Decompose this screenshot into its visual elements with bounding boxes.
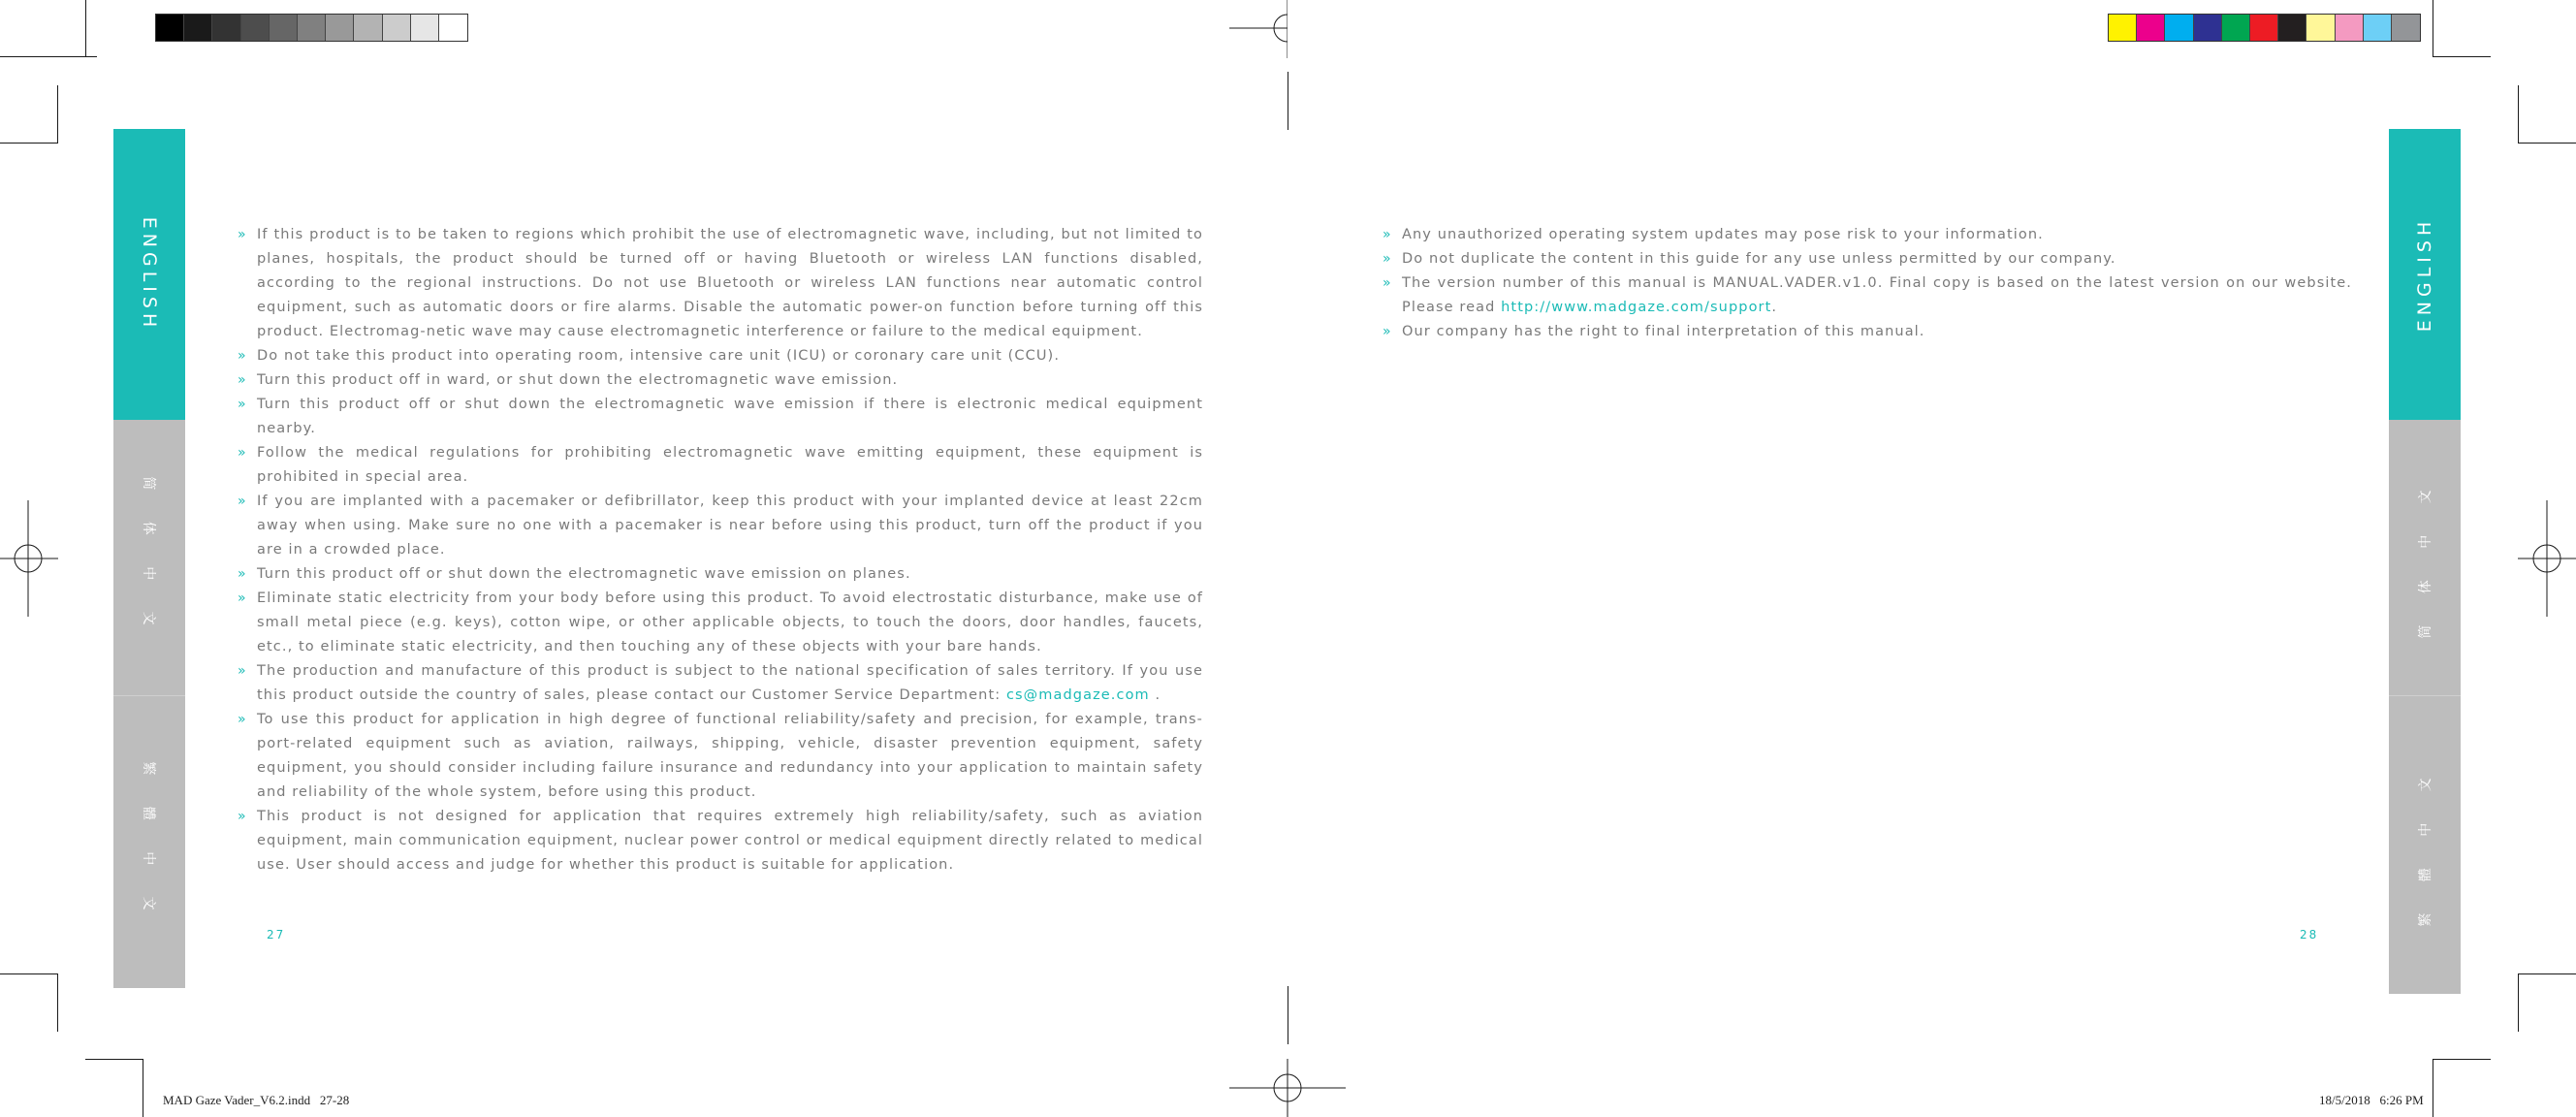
bullet-text: Turn this product off or shut down the electromagnetic wave emission on planes. (257, 566, 911, 582)
color-swatch (2165, 15, 2193, 41)
color-swatch (2194, 15, 2222, 41)
tab-english-left (113, 129, 185, 420)
bullet-link[interactable]: http://www.madgaze.com/support (1501, 300, 1772, 315)
tab-traditional-chinese-right (2389, 696, 2461, 994)
crop-mark (2433, 56, 2491, 57)
tab-simplified-chinese-right (2389, 420, 2461, 696)
color-swatch (2222, 15, 2250, 41)
tab-traditional-chinese-label: 繁 體 中 文 (2418, 763, 2433, 927)
color-swatch (383, 15, 411, 41)
color-swatch (2364, 15, 2392, 41)
bullet-item (238, 562, 1203, 587)
tab-english-right (2389, 129, 2461, 420)
tab-simplified-chinese-label: 简 体 中 文 (2418, 476, 2433, 639)
tab-simplified-chinese-left (113, 420, 185, 696)
bullet-text: The version number of this manual is MANUAL.VADER.v1.0. Final copy is based on the latest version on our website. Please read (1402, 275, 2352, 315)
grayscale-swatch-strip (155, 14, 468, 42)
bullet-text: To use this product for application in high degree of functional reliability/safety and precision, for example, trans-port-related equipment such as aviation, railways, shipping, vehicle, disaster prevention equipment, safety equipment, you should consider including failure insurance and redundancy into your application to maintain safety and reliability of the whole system, before using this product. (257, 712, 1203, 800)
bullet-item (238, 490, 1203, 562)
bullet-item (238, 708, 1203, 805)
bullet-text: Turn this product off or shut down the electromagnetic wave emission if there is electronic medical equipment nearby. (257, 397, 1203, 436)
bullet-item (1383, 223, 2352, 247)
bullet-item (238, 587, 1203, 659)
bullet-item (1383, 271, 2352, 320)
left-page-bullet-list (238, 223, 1203, 878)
crop-mark (2518, 973, 2519, 1032)
color-swatch (2278, 15, 2306, 41)
bullet-text: The production and manufacture of this product is subject to the national specification of sales territory. If you use this product outside the country of sales, please contact our Customer Service Department: (257, 663, 1203, 703)
crop-mark (0, 56, 97, 57)
page-number-left: 27 (267, 928, 286, 941)
color-swatch (2306, 15, 2335, 41)
bullet-item (238, 441, 1203, 490)
crop-mark (0, 973, 58, 974)
bullet-item (238, 659, 1203, 708)
bullet-text: Any unauthorized operating system updates may pose risk to your information. (1402, 227, 2044, 242)
color-swatch (2336, 15, 2364, 41)
bullet-text-tail: . (1771, 300, 1778, 315)
bullet-item (238, 344, 1203, 368)
bullet-text: This product is not designed for application that requires extremely high reliability/safety, such as aviation equipment, main communication equipment, nuclear power control or medical equipment directly related to medical use. User should access and judge for whether this product is suitable for application. (257, 809, 1203, 873)
registration-mark-icon (1229, 0, 1288, 58)
bullet-item (1383, 320, 2352, 344)
page-number-right: 28 (2300, 928, 2319, 941)
color-swatch (2137, 15, 2165, 41)
color-swatch (184, 15, 212, 41)
color-swatch (298, 15, 326, 41)
tab-english-label: ENGLISH (2414, 216, 2435, 333)
color-swatch (270, 15, 298, 41)
bullet-link[interactable]: cs@madgaze.com (1005, 687, 1150, 703)
color-swatch (212, 15, 240, 41)
color-swatch (156, 15, 184, 41)
registration-mark-icon (2518, 500, 2576, 617)
color-swatch (354, 15, 382, 41)
bullet-text: Do not duplicate the content in this guide for any use unless permitted by our company. (1402, 251, 2116, 267)
bullet-text: Do not take this product into operating room, intensive care unit (ICU) or coronary care unit (CCU). (257, 348, 1061, 364)
crop-mark (2518, 85, 2519, 144)
bullet-text: Our company has the right to final interpretation of this manual. (1402, 324, 1925, 339)
bullet-item (238, 805, 1203, 878)
slug-date: 18/5/2018 6:26 PM (2319, 1093, 2424, 1107)
right-page-bullet-list (1383, 223, 2352, 344)
registration-mark-icon (1229, 1059, 1346, 1117)
bullet-item (1383, 247, 2352, 271)
bullet-item (238, 393, 1203, 441)
bullet-item (238, 223, 1203, 344)
crop-mark (85, 0, 86, 57)
crop-mark (57, 85, 58, 144)
bullet-text: Eliminate static electricity from your body before using this product. To avoid electrostatic disturbance, make use of small metal piece (e.g. keys), cotton wipe, or other applicable objects, to touch the doors, door handles, faucets, etc., to eliminate static electricity, and then touching any of these objects with your bare hands. (257, 590, 1203, 654)
color-swatch (411, 15, 439, 41)
tab-simplified-chinese-label: 简 体 中 文 (141, 476, 156, 639)
color-swatch (241, 15, 270, 41)
crop-mark (2518, 143, 2576, 144)
color-swatch (2250, 15, 2278, 41)
color-swatch (2392, 15, 2420, 41)
color-swatch (439, 15, 467, 41)
color-swatch-strip (2108, 14, 2421, 42)
crop-mark (2518, 973, 2576, 974)
tab-traditional-chinese-left (113, 696, 185, 988)
crop-mark (57, 973, 58, 1032)
crop-mark (85, 1059, 143, 1060)
tab-english-label: ENGLISH (139, 216, 160, 333)
registration-mark-icon (0, 500, 58, 617)
bullet-text: Turn this product off in ward, or shut down the electromagnetic wave emission. (257, 372, 899, 388)
bullet-text: If this product is to be taken to regions which prohibit the use of electromagnetic wave, including, but not limited to planes, hospitals, the product should be turned off or having Bluetooth or wireless LAN functions disabled, according to the regional instructions. Do not use Bluetooth or wireless LAN functions near automatic control equipment, such as automatic doors or fire alarms. Disable the automatic power-on function before turning off this product. Electromag-netic wave may cause electromagnetic interference or failure to the medical equipment. (257, 227, 1203, 339)
crop-mark (2433, 1059, 2491, 1060)
bullet-text: Follow the medical regulations for prohibiting electromagnetic wave emitting equipment, these equipment is prohibited in special area. (257, 445, 1203, 485)
crop-mark (0, 143, 58, 144)
color-swatch (2109, 15, 2137, 41)
bullet-text-tail: . (1149, 687, 1161, 703)
bullet-item (238, 368, 1203, 393)
tab-traditional-chinese-label: 繁 體 中 文 (141, 760, 156, 924)
slug-file-name: MAD Gaze Vader_V6.2.indd 27-28 (163, 1093, 350, 1107)
color-swatch (326, 15, 354, 41)
bullet-text: If you are implanted with a pacemaker or defibrillator, keep this product with your implanted device at least 22cm away when using. Make sure no one with a pacemaker is near before using this product, turn off the product if you are in a crowded place. (257, 494, 1203, 558)
